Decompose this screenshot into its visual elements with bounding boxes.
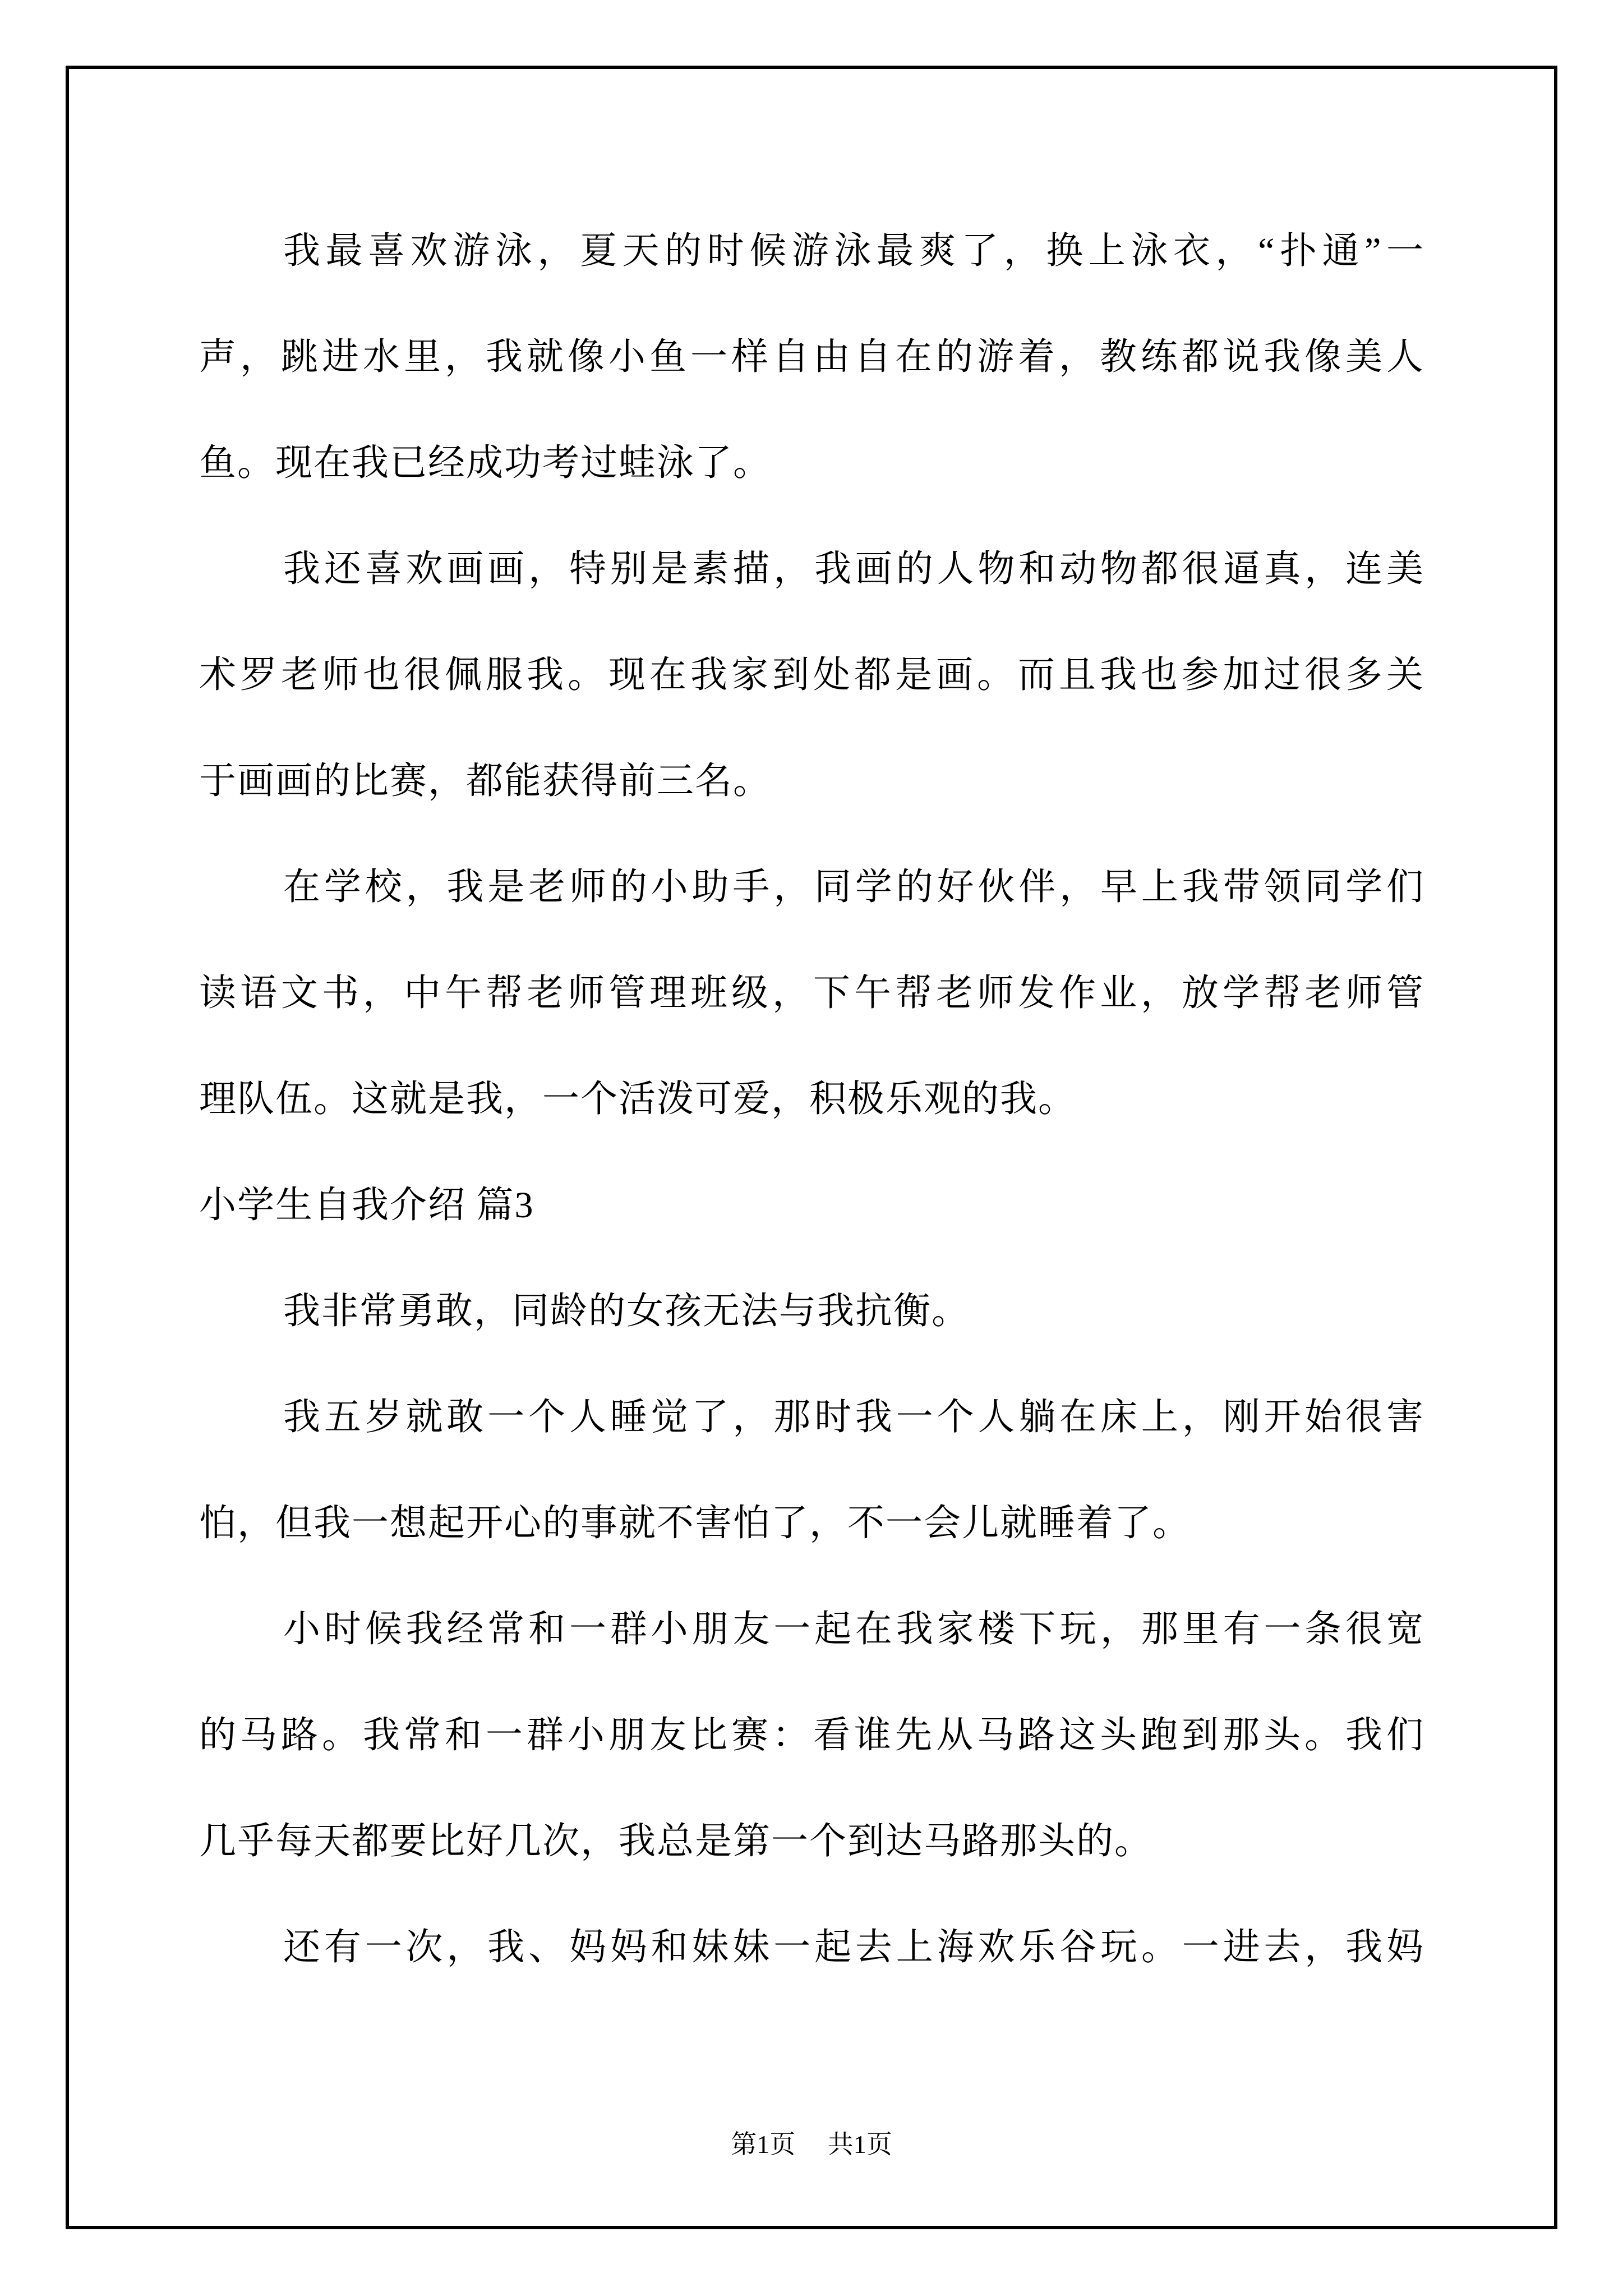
paragraph-line: 术罗老师也很佩服我。现在我家到处都是画。而且我也参加过很多关 — [199, 655, 1424, 696]
paragraph-line: 鱼。现在我已经成功考过蛙泳了。 — [199, 443, 771, 484]
document-body — [199, 198, 1424, 2000]
paragraph-line: 读语文书，中午帮老师管理班级，下午帮老师发作业，放学帮老师管 — [199, 973, 1424, 1014]
paragraph-line: 怕，但我一想起开心的事就不害怕了，不一会儿就睡着了。 — [199, 1503, 1191, 1544]
paragraph-line: 还有一次，我、妈妈和妹妹一起去上海欢乐谷玩。一进去，我妈 — [283, 1927, 1424, 1968]
page-footer — [66, 2128, 1557, 2161]
paragraph-line: 我还喜欢画画，特别是素描，我画的人物和动物都很逼真，连美 — [283, 549, 1424, 590]
paragraph-line: 我最喜欢游泳，夏天的时候游泳最爽了，换上泳衣，“扑通”一 — [283, 231, 1424, 272]
paragraph-line: 我五岁就敢一个人睡觉了，那时我一个人躺在床上，刚开始很害 — [283, 1397, 1424, 1438]
paragraph-line: 我非常勇敢，同龄的女孩无法与我抗衡。 — [283, 1291, 970, 1332]
paragraph-line: 的马路。我常和一群小朋友比赛：看谁先从马路这头跑到那头。我们 — [199, 1715, 1424, 1756]
paragraph-line: 小时候我经常和一群小朋友一起在我家楼下玩，那里有一条很宽 — [283, 1609, 1424, 1650]
paragraph-line: 在学校，我是老师的小助手，同学的好伙伴，早上我带领同学们 — [283, 867, 1424, 908]
page-number-total: 共1页 — [827, 2130, 892, 2159]
section-heading: 小学生自我介绍 篇3 — [199, 1185, 534, 1226]
paragraph-line: 声，跳进水里，我就像小鱼一样自由自在的游着，教练都说我像美人 — [199, 337, 1424, 378]
paragraph-line: 于画画的比赛，都能获得前三名。 — [199, 761, 771, 802]
paragraph-line: 几乎每天都要比好几次，我总是第一个到达马路那头的。 — [199, 1821, 1152, 1862]
page-number-current: 第1页 — [731, 2130, 796, 2159]
paragraph-line: 理队伍。这就是我，一个活泼可爱，积极乐观的我。 — [199, 1079, 1076, 1120]
